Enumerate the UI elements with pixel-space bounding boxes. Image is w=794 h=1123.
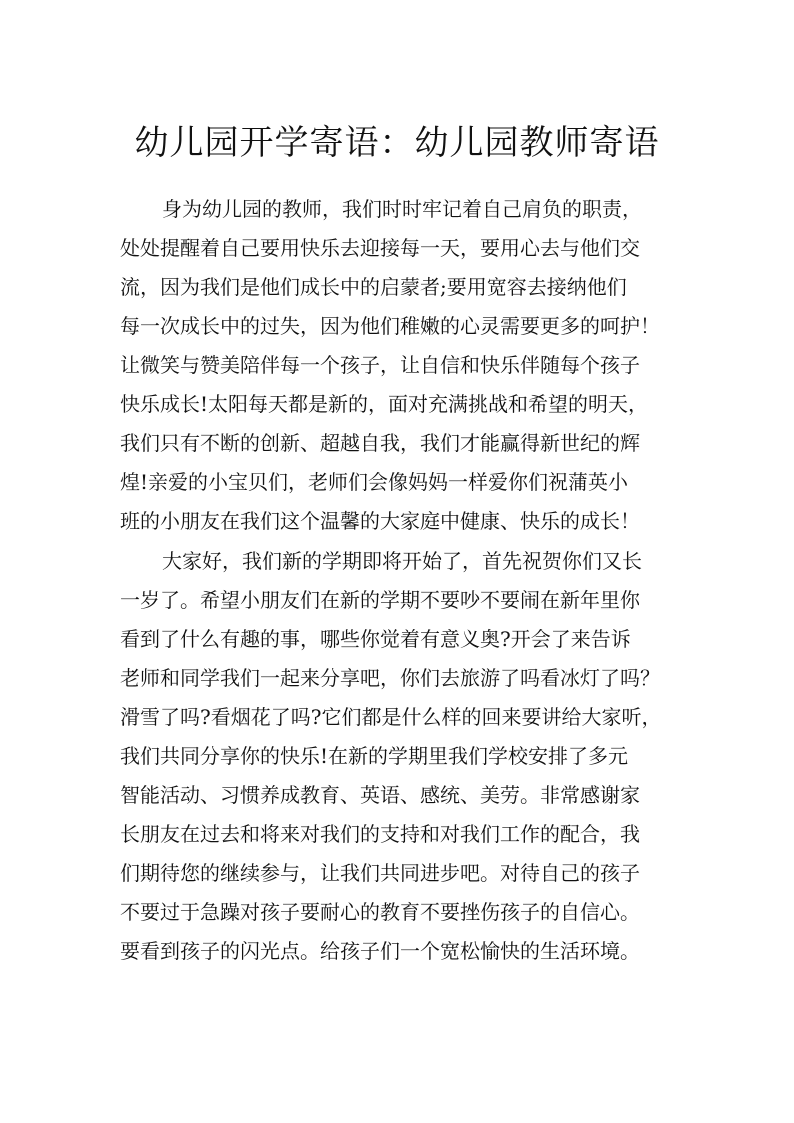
paragraph-line: 要看到孩子的闪光点。给孩子们一个宽松愉快的生活环境。: [120, 939, 640, 963]
paragraph-line: 我们共同分享你的快乐!在新的学期里我们学校安排了多元: [120, 744, 629, 768]
paragraph-line: 长朋友在过去和将来对我们的支持和对我们工作的配合，我: [120, 822, 640, 846]
paragraph-line: 煌!亲爱的小宝贝们，老师们会像妈妈一样爱你们祝蒲英小: [120, 470, 629, 494]
paragraph-line: 一岁了。希望小朋友们在新的学期不要吵不要闹在新年里你: [120, 588, 640, 612]
paragraph-line: 快乐成长!太阳每天都是新的，面对充满挑战和希望的明天，: [120, 392, 649, 416]
paragraph-line: 大家好，我们新的学期即将开始了，首先祝贺你们又长: [162, 549, 642, 573]
paragraph-line: 流，因为我们是他们成长中的启蒙者;要用宽容去接纳他们: [120, 275, 627, 299]
paragraph-line: 班的小朋友在我们这个温馨的大家庭中健康、快乐的成长！: [120, 509, 640, 533]
paragraph-line: 老师和同学我们一起来分享吧，你们去旅游了吗看冰灯了吗？: [120, 666, 660, 690]
document-body: [120, 190, 690, 971]
paragraph-line: 每一次成长中的过失，因为他们稚嫩的心灵需要更多的呵护！: [120, 314, 660, 338]
paragraph-line: 让微笑与赞美陪伴每一个孩子，让自信和快乐伴随每个孩子: [120, 353, 640, 377]
document-title: 幼儿园开学寄语：幼儿园教师寄语: [134, 122, 660, 163]
paragraph-line: 处处提醒着自己要用快乐去迎接每一天，要用心去与他们交: [120, 236, 640, 260]
paragraph-line: 智能活动、习惯养成教育、英语、感统、美劳。非常感谢家: [120, 783, 640, 807]
paragraph-line: 身为幼儿园的教师，我们时时牢记着自己肩负的职责，: [162, 197, 642, 221]
paragraph-line: 我们只有不断的创新、超越自我，我们才能赢得新世纪的辉: [120, 431, 640, 455]
paragraph-line: 看到了什么有趣的事，哪些你觉着有意义奥?开会了来告诉: [120, 627, 631, 651]
paragraph-line: 们期待您的继续参与，让我们共同进步吧。对待自己的孩子: [120, 861, 640, 885]
paragraph-line: 不要过于急躁对孩子要耐心的教育不要挫伤孩子的自信心。: [120, 900, 640, 924]
paragraph-line: 滑雪了吗?看烟花了吗?它们都是什么样的回来要讲给大家听，: [120, 705, 662, 729]
